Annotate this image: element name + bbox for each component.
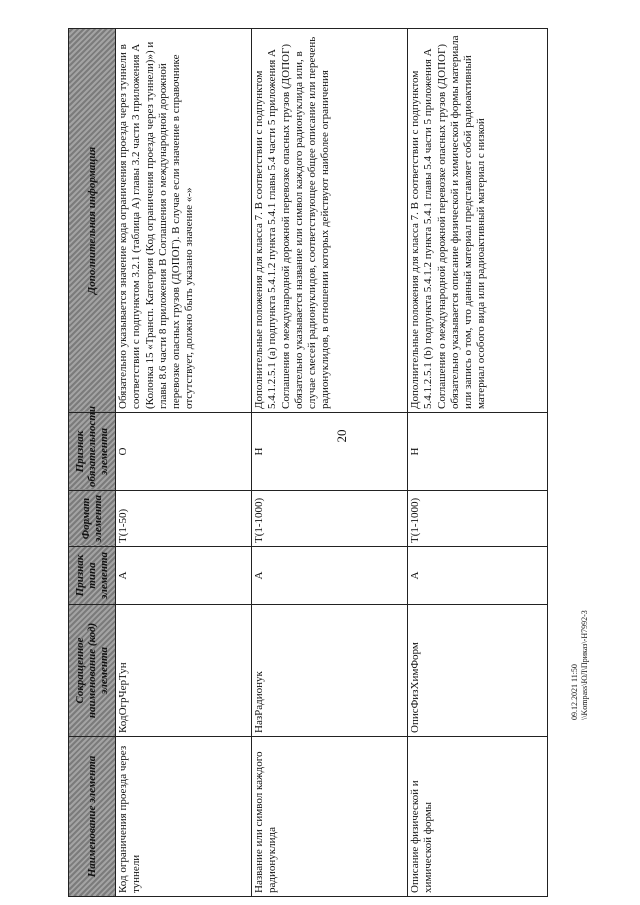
- cell-code: КодОгрЧерТун: [116, 605, 252, 737]
- table-row: [116, 29, 252, 897]
- header-element-required: Признак обязательности элемента: [69, 413, 116, 491]
- cell-info: Дополнительные положения для класса 7. В соответствии с подпунктом 5.4.1.2.5.1 (b) подпункта 5.4.1.2 пункта 5.4.1 главы 5.4 части 5 приложения А Соглашения о международной дорожной перевозке опасных грузов (ДОПОГ) обязательно указывается описание физической и химической формы материала или запись о том, что данный материал представляет собой радиоактивный материал особого вида или радиоактивный материал с низкой: [408, 29, 548, 413]
- header-element-code: Сокращенное наименование (код) элемента: [69, 605, 116, 737]
- cell-name: Название или символ каждого радионуклида: [252, 737, 408, 897]
- cell-code: ОписФизХимФорм: [408, 605, 548, 737]
- cell-format: T(1-1000): [252, 491, 408, 547]
- header-element-name: Наименование элемента: [69, 737, 116, 897]
- table-header-row: [69, 29, 116, 897]
- cell-type: А: [408, 547, 548, 605]
- table-row: [252, 29, 408, 897]
- cell-required: Н: [252, 413, 408, 491]
- footer-file-path: \\Kompass\ЮЛ\Приказ\-Н7992-3: [580, 610, 589, 720]
- page-number: 20: [334, 429, 349, 443]
- cell-required: Н: [408, 413, 548, 491]
- cell-name: Код ограничения проезда через туннели: [116, 737, 252, 897]
- cell-name: Описание физической и химической формы: [408, 737, 548, 897]
- header-additional-info: Дополнительная информация: [69, 29, 116, 413]
- table-row: [408, 29, 548, 897]
- cell-info: Обязательно указывается значение кода ограничения проезда через туннели в соответствии с подпунктом 3.2.1 (таблица А) главы 3.2 части 3 приложения А (Колонка 15 «Трансп. Категория (Код ограничения проезда через туннели)») и главы 8.6 части 8 приложения В Соглашения о международной дорожной перевозке опасных грузов (ДОПОГ). В случае если значение в справочнике отсутствует, должно быть указано значение «-»: [116, 29, 252, 413]
- header-element-format: Формат элемента: [69, 491, 116, 547]
- footer-timestamp: 09.12.2021 11:50: [570, 664, 579, 720]
- cell-format: T(1-1000): [408, 491, 548, 547]
- cell-format: T(1-50): [116, 491, 252, 547]
- cell-required: О: [116, 413, 252, 491]
- elements-table: [68, 28, 548, 897]
- cell-info: Дополнительные положения для класса 7. В соответствии с подпунктом 5.4.1.2.5.1 (а) подпункта 5.4.1.2 пункта 5.4.1 главы 5.4 части 5 приложения А Соглашения о международной дорожной перевозке опасных грузов (ДОПОГ) обязательно указывается название или символ каждого радионуклида или, в случае смесей радионуклидов, соответствующее общее описание или перечень радионуклидов, в отношении которых действуют наиболее ограничения: [252, 29, 408, 413]
- header-element-type: Признак типа элемента: [69, 547, 116, 605]
- cell-type: А: [116, 547, 252, 605]
- cell-type: А: [252, 547, 408, 605]
- cell-code: НазРадионук: [252, 605, 408, 737]
- rotated-table-container: [68, 29, 580, 897]
